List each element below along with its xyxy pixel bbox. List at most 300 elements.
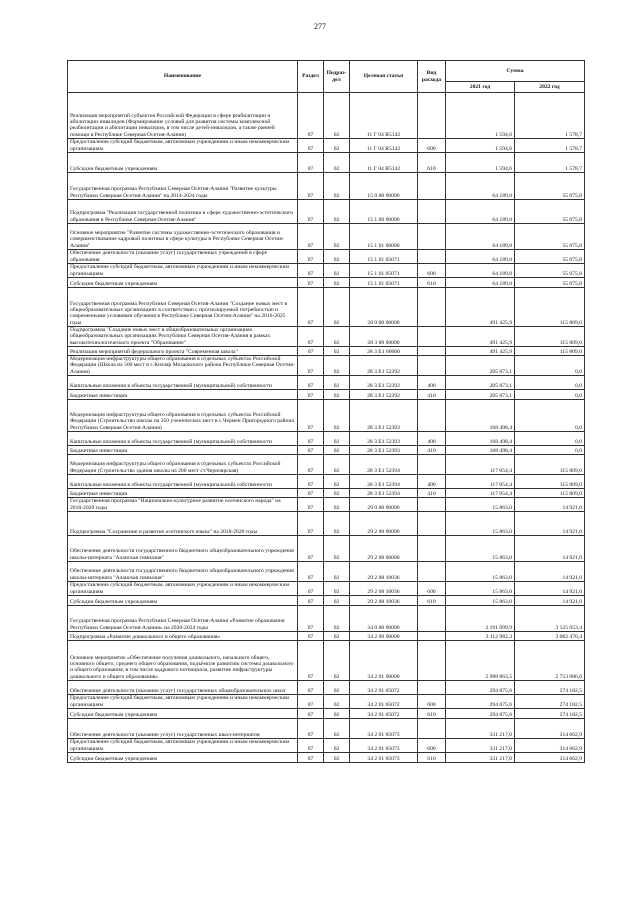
row-podrazdel: 02 [324,250,350,264]
row-sum-2021: 205 873,1 [446,390,515,400]
row-target: 34 2 01 00000 [350,641,418,681]
row-razdel: 07 [298,475,324,489]
row-razdel: 07 [298,719,324,739]
table-row [68,695,585,709]
row-vid [418,356,446,376]
row-vid: 410 [418,390,446,400]
row-razdel: 07 [298,288,324,327]
row-razdel: 07 [298,327,324,347]
row-vid [418,93,446,139]
row-razdel: 07 [298,641,324,681]
row-sum-2022: 274 182,5 [515,709,585,719]
row-razdel: 07 [298,512,324,536]
row-target: 28 3 Е1 52392 [350,376,418,390]
table-row [68,475,585,489]
row-sum-2022: 314 662,9 [515,739,585,753]
row-vid [418,606,446,632]
row-sum-2021: 168 498,4 [446,432,515,446]
row-vid [418,288,446,327]
row-name: Предоставление субсидий бюджетным, автономным учреждениям и иным некоммерческим организациям [68,264,298,278]
row-target: 34 2 00 00000 [350,632,418,641]
row-podrazdel: 02 [324,139,350,153]
header-target: Целевая статья [350,61,418,93]
row-sum-2022: 1 578,7 [515,93,585,139]
row-sum-2021: 491 425,9 [446,327,515,347]
row-sum-2021: 491 425,9 [446,347,515,356]
row-name: Обеспечение деятельности (оказание услуг) государственных школ-интернатов [68,719,298,739]
row-sum-2022: 0,0 [515,390,585,400]
table-body [68,93,585,763]
table-row [68,582,585,596]
table-row [68,173,585,200]
row-podrazdel: 02 [324,153,350,173]
row-vid: 610 [418,278,446,288]
row-name: Подпрограмма "Реализация государственной политики в сфере художественно-эстетического образования в Республике Северная Осетия-Алания" [68,200,298,224]
row-target: 15 0 00 00000 [350,173,418,200]
row-name: Обеспечение деятельности (оказание услуг) государственных общеобразовательных школ [68,681,298,695]
row-name: Капитальные вложения в объекты государственной (муниципальной) собственности [68,475,298,489]
row-sum-2022: 55 075,8 [515,224,585,250]
row-sum-2022: 314 662,9 [515,719,585,739]
row-razdel: 07 [298,400,324,432]
row-name: Субсидии бюджетным учреждениям [68,753,298,763]
row-vid [418,400,446,432]
row-vid [418,719,446,739]
row-podrazdel: 02 [324,264,350,278]
row-sum-2022: 0,0 [515,376,585,390]
row-target: 11 Г 04 R5142 [350,93,418,139]
row-sum-2022: 14 921,0 [515,498,585,512]
row-sum-2021: 64 189,8 [446,278,515,288]
row-vid: 410 [418,489,446,498]
row-name: Обеспечение деятельности (оказание услуг) государственных учреждений в сфере образования [68,250,298,264]
row-vid: 600 [418,139,446,153]
row-razdel: 07 [298,498,324,512]
table-row [68,250,585,264]
row-name: Обеспечение деятельности государственного бюджетного общеобразовательного учреждения школы-интерната "Аланская гимназия" [68,536,298,562]
row-sum-2021: 1 594,6 [446,93,515,139]
row-sum-2022: 1 578,7 [515,153,585,173]
row-sum-2021: 3 191 099,9 [446,606,515,632]
row-razdel: 07 [298,93,324,139]
row-name: Подпрограмма "Сохранение и развитие осетинского языка" на 2018-2020 годы [68,512,298,536]
row-sum-2021: 2 988 863,5 [446,641,515,681]
row-podrazdel: 02 [324,719,350,739]
row-razdel: 07 [298,376,324,390]
header-name: Наименование [68,61,298,93]
row-podrazdel: 02 [324,400,350,432]
row-sum-2022: 3 082 470,4 [515,632,585,641]
row-sum-2022: 0,0 [515,432,585,446]
row-name: Подпрограмма «Развитие дошкольного и общего образования» [68,632,298,641]
row-target: 34 0 00 00000 [350,606,418,632]
table-row [68,739,585,753]
row-podrazdel: 02 [324,632,350,641]
row-sum-2021: 15 863,0 [446,536,515,562]
row-sum-2022: 55 075,8 [515,250,585,264]
row-vid [418,536,446,562]
row-name: Бюджетные инвестиции [68,390,298,400]
row-sum-2022: 115 809,0 [515,475,585,489]
row-razdel: 07 [298,173,324,200]
row-name: Капитальные вложения в объекты государственной (муниципальной) собственности [68,432,298,446]
row-razdel: 07 [298,606,324,632]
row-name: Государственная программа Республики Северная Осетия-Алания "Создание новых мест в общеобразовательных организациях в соответствии с прогнозируемой потребностью и современными условиями обучения в Республике Северная Осетия-Алания" на 2016-2025 годы [68,288,298,327]
row-sum-2021: 117 054,4 [446,475,515,489]
row-name: Государственная программа "Национально-культурное развитие осетинского народа" на 2018-2020 годы [68,498,298,512]
row-sum-2021: 64 189,8 [446,250,515,264]
row-vid: 610 [418,153,446,173]
table-row [68,719,585,739]
row-target: 29 2 08 10036 [350,596,418,606]
row-sum-2022: 55 075,8 [515,173,585,200]
row-sum-2021: 168 498,4 [446,446,515,455]
row-podrazdel: 02 [324,681,350,695]
row-sum-2021: 117 054,4 [446,489,515,498]
row-sum-2022: 0,0 [515,446,585,455]
row-razdel: 07 [298,347,324,356]
row-target: 29 2 00 00000 [350,512,418,536]
row-razdel: 07 [298,632,324,641]
row-podrazdel: 02 [324,224,350,250]
header-razdel: Раздел [298,61,324,93]
row-razdel: 07 [298,390,324,400]
row-vid [418,512,446,536]
row-sum-2022: 115 809,0 [515,455,585,475]
row-target: 28 3 Е1 52393 [350,400,418,432]
row-vid: 610 [418,753,446,763]
row-podrazdel: 02 [324,498,350,512]
row-vid: 600 [418,695,446,709]
row-target: 28 0 00 00000 [350,288,418,327]
row-podrazdel: 02 [324,446,350,455]
table-row [68,455,585,475]
row-target: 34 2 01 05072 [350,709,418,719]
row-target: 34 2 01 05073 [350,719,418,739]
row-vid [418,562,446,582]
row-vid: 600 [418,739,446,753]
row-name: Реализация мероприятий субъектов Российской Федерации в сфере реабилитации и абилитации инвалидов (Формирование условий для развития системы комплексной реабилитации и абилитации инвалидов, в том числе детей-инвалидов, а также ранней помощи в Республике Северная Осетия-Алания) [68,93,298,139]
table-header-row [68,61,585,82]
row-podrazdel: 02 [324,327,350,347]
table-row [68,562,585,582]
table-row [68,93,585,139]
row-sum-2021: 15 863,0 [446,596,515,606]
row-podrazdel: 02 [324,606,350,632]
row-sum-2021: 331 217,0 [446,753,515,763]
row-sum-2021: 3 112 982,3 [446,632,515,641]
row-target: 15 1 01 05071 [350,264,418,278]
row-target: 29 2 08 10036 [350,562,418,582]
row-podrazdel: 02 [324,288,350,327]
row-vid [418,224,446,250]
row-sum-2021: 15 863,0 [446,582,515,596]
row-vid [418,632,446,641]
row-name: Подпрограмма "Создание новых мест в общеобразовательных организациях общеобразовательных организациях Республики Северная Осетия-Алания в рамках высокотехнологического проекта "Образование" [68,327,298,347]
row-razdel: 07 [298,250,324,264]
table-row [68,536,585,562]
row-razdel: 07 [298,432,324,446]
row-sum-2021: 294 875,6 [446,695,515,709]
row-name: Субсидии бюджетным учреждениям [68,596,298,606]
row-podrazdel: 02 [324,753,350,763]
row-podrazdel: 02 [324,536,350,562]
row-vid: 600 [418,264,446,278]
row-sum-2021: 64 189,8 [446,224,515,250]
table-row [68,356,585,376]
row-sum-2022: 1 578,7 [515,139,585,153]
row-podrazdel: 02 [324,695,350,709]
budget-table-container [67,60,584,763]
row-sum-2021: 15 863,0 [446,512,515,536]
row-sum-2022: 115 809,0 [515,327,585,347]
row-name: Бюджетные инвестиции [68,489,298,498]
table-row [68,641,585,681]
row-razdel: 07 [298,446,324,455]
table-row [68,347,585,356]
row-name: Бюджетные инвестиции [68,446,298,455]
row-vid [418,173,446,200]
row-vid: 400 [418,432,446,446]
row-target: 28 3 Е1 52393 [350,432,418,446]
table-row [68,200,585,224]
row-name: Модернизация инфраструктуры общего образования в отдельных субъектах Российской Федерации (Школа на 500 мест в с.Кизляр Моздокского района Республики Северная Осетия-Алания) [68,356,298,376]
row-razdel: 07 [298,455,324,475]
row-razdel: 07 [298,536,324,562]
row-sum-2022: 55 075,8 [515,278,585,288]
row-vid [418,455,446,475]
row-vid: 410 [418,446,446,455]
row-sum-2022: 14 921,0 [515,536,585,562]
row-vid: 610 [418,709,446,719]
table-row [68,400,585,432]
row-razdel: 07 [298,562,324,582]
row-podrazdel: 02 [324,489,350,498]
row-podrazdel: 02 [324,390,350,400]
row-name: Предоставление субсидий бюджетным, автономным учреждениям и иным некоммерческим организациям [68,739,298,753]
row-sum-2021: 294 875,6 [446,681,515,695]
header-podrazdel: Подраз-дел [324,61,350,93]
row-sum-2022: 0,0 [515,356,585,376]
row-target: 28 3 Е1 52394 [350,489,418,498]
table-row [68,327,585,347]
header-2021: 2021 год [446,82,515,93]
row-razdel: 07 [298,200,324,224]
table-row [68,596,585,606]
header-2022: 2022 год [515,82,585,93]
row-sum-2021: 64 189,8 [446,173,515,200]
row-sum-2022: 14 921,0 [515,596,585,606]
row-target: 15 1 01 00000 [350,224,418,250]
row-name: Государственная программа Республики Северная Осетия-Алания «Развитие образования Республики Северная Осетия-Алания» на 2020-2024 годы [68,606,298,632]
row-vid: 600 [418,582,446,596]
table-row [68,376,585,390]
row-sum-2022: 274 182,5 [515,695,585,709]
row-sum-2021: 64 189,8 [446,264,515,278]
table-row [68,753,585,763]
row-sum-2021: 331 217,0 [446,739,515,753]
row-razdel: 07 [298,153,324,173]
row-sum-2021: 64 189,8 [446,200,515,224]
table-row [68,432,585,446]
row-podrazdel: 02 [324,455,350,475]
row-podrazdel: 02 [324,347,350,356]
row-podrazdel: 02 [324,641,350,681]
row-podrazdel: 02 [324,173,350,200]
row-target: 15 1 01 05071 [350,250,418,264]
row-podrazdel: 02 [324,562,350,582]
row-target: 28 3 Е1 00000 [350,347,418,356]
row-vid [418,498,446,512]
row-sum-2021: 117 054,4 [446,455,515,475]
row-target: 15 1 00 00000 [350,200,418,224]
row-razdel: 07 [298,582,324,596]
budget-table [67,60,585,763]
table-row [68,139,585,153]
row-sum-2022: 115 809,0 [515,489,585,498]
table-row [68,390,585,400]
row-razdel: 07 [298,596,324,606]
row-name: Предоставление субсидий бюджетным, автономным учреждениям и иным некоммерческим организациям [68,695,298,709]
table-row [68,606,585,632]
row-sum-2021: 168 498,4 [446,400,515,432]
table-row [68,489,585,498]
header-vid: Вид расхода [418,61,446,93]
row-podrazdel: 02 [324,475,350,489]
table-row [68,153,585,173]
row-sum-2022: 14 921,0 [515,582,585,596]
row-vid [418,250,446,264]
row-sum-2021: 294 875,6 [446,709,515,719]
row-sum-2021: 205 873,1 [446,356,515,376]
row-name: Предоставление субсидий бюджетным, автономным учреждениям и иным некоммерческим организациям [68,139,298,153]
row-name: Реализация мероприятий федерального проекта "Современная школа" [68,347,298,356]
row-podrazdel: 02 [324,278,350,288]
page-number: 277 [314,22,326,31]
row-target: 11 Г 04 R5142 [350,153,418,173]
row-target: 34 2 01 05072 [350,681,418,695]
table-row [68,288,585,327]
row-sum-2022: 0,0 [515,400,585,432]
row-podrazdel: 02 [324,200,350,224]
row-name: Предоставление субсидий бюджетным, автономным учреждениям и иным некоммерческим организациям [68,582,298,596]
row-target: 34 2 01 05073 [350,753,418,763]
row-podrazdel: 02 [324,376,350,390]
row-target: 34 2 01 05073 [350,739,418,753]
row-razdel: 07 [298,264,324,278]
row-razdel: 07 [298,489,324,498]
row-target: 29 0 00 00000 [350,498,418,512]
row-vid: 400 [418,475,446,489]
row-sum-2021: 1 594,6 [446,139,515,153]
table-row [68,224,585,250]
row-sum-2022: 115 809,0 [515,288,585,327]
row-target: 28 3 Е1 52393 [350,446,418,455]
row-sum-2021: 15 863,0 [446,498,515,512]
row-name: Обеспечение деятельности государственного бюджетного общеобразовательного учреждения школы-интерната "Аланская гимназия" [68,562,298,582]
row-sum-2022: 274 182,5 [515,681,585,695]
row-vid [418,641,446,681]
table-row [68,681,585,695]
row-name: Основное мероприятие «Обеспечение получения дошкольного, начального общего, основного общего, среднего общего образования, подъёмпле развитию системы дошкольного и общего образования, в том числе кадрового потенциала, развитие инфраструктуры дошкольного и общего образования» [68,641,298,681]
row-razdel: 07 [298,278,324,288]
row-target: 28 3 Е1 52392 [350,356,418,376]
row-name: Модернизация инфраструктуры общего образования в отдельных субъектах Российской Федерации (Строительство школы на 350 ученических мест в с.Чермен Пригородного района Республики Северная Осетия-Алания) [68,400,298,432]
row-razdel: 07 [298,739,324,753]
row-target: 11 Г 04 R5142 [350,139,418,153]
table-row [68,709,585,719]
row-sum-2022: 55 075,8 [515,200,585,224]
row-vid [418,347,446,356]
row-name: Государственная программа Республики Северная Осетия-Алания "Развитие культуры Республики Северная Осетия-Алания" на 2014-2024 годы [68,173,298,200]
row-sum-2022: 3 125 053,4 [515,606,585,632]
row-razdel: 07 [298,139,324,153]
row-sum-2022: 14 921,0 [515,512,585,536]
row-target: 28 3 Е1 52392 [350,390,418,400]
row-name: Субсидии бюджетным учреждениям [68,153,298,173]
table-row [68,512,585,536]
table-row [68,446,585,455]
row-vid: 610 [418,596,446,606]
row-razdel: 07 [298,753,324,763]
row-podrazdel: 02 [324,356,350,376]
row-razdel: 07 [298,695,324,709]
row-razdel: 07 [298,681,324,695]
row-vid: 400 [418,376,446,390]
row-sum-2022: 2 753 086,6 [515,641,585,681]
row-target: 29 2 08 10036 [350,582,418,596]
row-sum-2021: 1 594,6 [446,153,515,173]
table-row [68,498,585,512]
row-sum-2021: 331 217,0 [446,719,515,739]
row-podrazdel: 02 [324,512,350,536]
table-row [68,632,585,641]
table-row [68,264,585,278]
row-razdel: 07 [298,224,324,250]
row-razdel: 07 [298,709,324,719]
row-name: Модернизация инфраструктуры общего образования в отдельных субъектах Российской Федерации (Строительство здания школы на 200 мест ст.Черноярская) [68,455,298,475]
row-vid [418,200,446,224]
row-target: 29 2 08 00000 [350,536,418,562]
row-podrazdel: 02 [324,739,350,753]
row-name: Субсидии бюджетным учреждениям [68,709,298,719]
row-target: 28 3 Е1 52394 [350,475,418,489]
row-sum-2022: 314 662,9 [515,753,585,763]
row-target: 15 1 01 05071 [350,278,418,288]
row-vid [418,681,446,695]
row-sum-2022: 55 075,8 [515,264,585,278]
row-name: Основное мероприятие "Развитие системы художественно-эстетического образования и совершенствование кадровой политики в сфере культуры в Республике Северная Осетия-Алания" [68,224,298,250]
row-sum-2021: 491 425,9 [446,288,515,327]
row-podrazdel: 02 [324,596,350,606]
row-name: Субсидии бюджетным учреждениям [68,278,298,288]
row-razdel: 07 [298,356,324,376]
row-sum-2021: 205 873,1 [446,376,515,390]
row-podrazdel: 02 [324,709,350,719]
row-podrazdel: 02 [324,582,350,596]
row-name: Капитальные вложения в объекты государственной (муниципальной) собственности [68,376,298,390]
row-podrazdel: 02 [324,93,350,139]
row-target: 28 3 Е1 52394 [350,455,418,475]
row-podrazdel: 02 [324,432,350,446]
row-sum-2022: 14 921,0 [515,562,585,582]
row-vid [418,327,446,347]
table-row [68,278,585,288]
row-target: 34 2 01 05072 [350,695,418,709]
header-sum: Сумма [446,61,585,82]
row-sum-2022: 115 809,0 [515,347,585,356]
row-sum-2021: 15 863,0 [446,562,515,582]
